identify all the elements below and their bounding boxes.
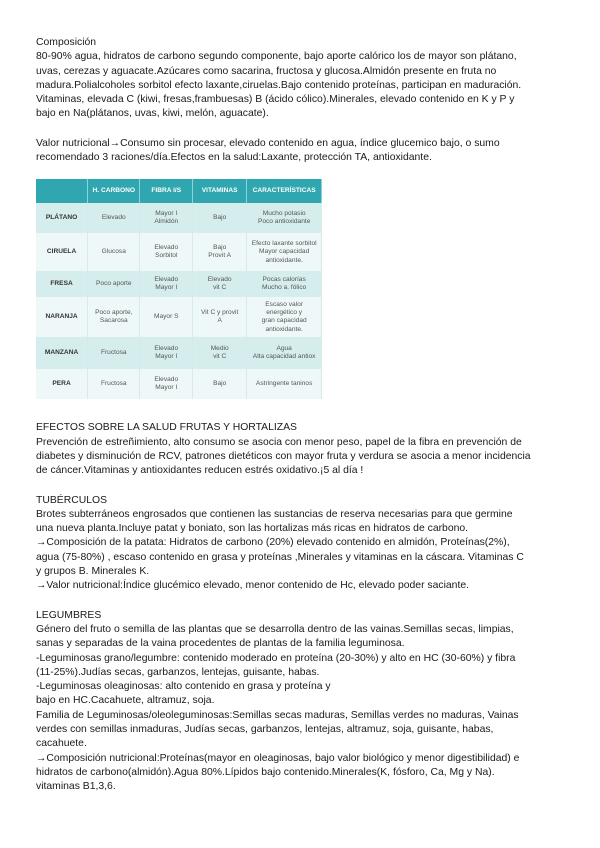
tuberculos-line: agua (75-80%) , escaso contenido en grasa y proteínas ,Minerales y vitaminas en la cáscara. Vitaminas C	[36, 551, 524, 563]
valor-line: recomendado 3 raciones/día.Efectos en la salud:Laxante, protección TA, antioxidante.	[36, 152, 432, 164]
table-header-cell	[36, 179, 88, 203]
table-cell: Bajo Provit A	[193, 233, 247, 271]
table-header-row	[36, 179, 322, 203]
table-cell: Bajo	[193, 203, 247, 233]
valor-line: Valor nutricional→Consumo sin procesar, elevado contenido en agua, índice glucemico bajo, o sumo	[36, 137, 500, 149]
table-cell: Elevado vit C	[193, 271, 247, 297]
table-cell: Elevado	[88, 203, 140, 233]
table-cell: Escaso valor energético y gran capacidad antioxidante.	[247, 297, 322, 337]
table-cell: Poco aporte	[88, 271, 140, 297]
table-cell: Fructosa	[88, 369, 140, 399]
efectos-line: de cáncer.Vitaminas y antioxidantes reducen estrés oxidativo.¡5 al día !	[36, 465, 364, 477]
fruit-table	[36, 179, 322, 399]
table-cell: Medio vit C	[193, 337, 247, 369]
table-cell: Elevado Mayor I	[140, 337, 193, 369]
legumbres-line: sanas y separadas de la vaina procedentes de plantas de la familia leguminosa.	[36, 638, 405, 650]
composicion-line: 80-90% agua, hidratos de carbono segundo componente, bajo aporte calórico los de mayor son plátano,	[36, 51, 517, 63]
table-header-cell: H. CARBONO	[88, 179, 140, 203]
legumbres-line: vitaminas B1,3,6.	[36, 781, 116, 793]
legumbres-heading: LEGUMBRES	[36, 609, 102, 621]
table-row-header: PLÁTANO	[36, 203, 88, 233]
table-cell: Poco aporte, Sacarosa	[88, 297, 140, 337]
tuberculos-line: →Valor nutricional:Índice glucémico elevado, menor contenido de Hc, elevado poder saciante.	[36, 580, 470, 592]
legumbres-line: →Composición nutricional:Proteínas(mayor en oleaginosas, bajo valor biológico y menor digestibilidad) e	[36, 752, 520, 764]
table-row	[36, 297, 322, 337]
table-row-header: PERA	[36, 369, 88, 399]
table-cell: Mayor I Almidón	[140, 203, 193, 233]
table-row-header: FRESA	[36, 271, 88, 297]
valor-section	[36, 137, 564, 166]
fruit-table-image	[36, 179, 322, 399]
table-row	[36, 203, 322, 233]
legumbres-line: cacahuete.	[36, 738, 87, 750]
table-cell: Mucho potasio Poco antioxidante	[247, 203, 322, 233]
legumbres-line: -Leguminosas oleaginosas: alto contenido en grasa y proteína y	[36, 681, 331, 693]
legumbres-line: Familia de Leguminosas/oleoleguminosas:Semillas secas maduras, Semillas verdes no maduras, Vainas	[36, 709, 519, 721]
table-cell: Glucosa	[88, 233, 140, 271]
composicion-section	[36, 36, 564, 122]
table-row-header: MANZANA	[36, 337, 88, 369]
table-cell: Efecto laxante sorbitol Mayor capacidad antioxidante.	[247, 233, 322, 271]
composicion-line: bajo en Na(plátanos, uvas, kiwi, melón, aguacate).	[36, 108, 269, 120]
table-cell: Mayor S	[140, 297, 193, 337]
table-cell: Astringente taninos	[247, 369, 322, 399]
table-cell: Agua Alta capacidad antiox	[247, 337, 322, 369]
table-row	[36, 271, 322, 297]
table-cell: Elevado Sorbitol	[140, 233, 193, 271]
legumbres-line: (11-25%).Judías secas, garbanzos, lentejas, guisante, habas.	[36, 666, 320, 678]
composicion-line: uvas, cerezas y aguacate.Azúcares como sacarina, fructosa y glucosa.Almidón presente en fruta no	[36, 65, 497, 77]
legumbres-line: -Leguminosas grano/legumbre: contenido moderado en proteína (20-30%) y alto en HC (30-60%) y fibra	[36, 652, 516, 664]
table-row-header: CIRUELA	[36, 233, 88, 271]
legumbres-line: Género del fruto o semilla de las plantas que se desarrolla dentro de las vainas.Semillas secas, limpias,	[36, 623, 514, 635]
table-cell: Fructosa	[88, 337, 140, 369]
table-cell: Pocas calorías Mucho a. fólico	[247, 271, 322, 297]
tuberculos-section	[36, 494, 564, 594]
efectos-heading: EFECTOS SOBRE LA SALUD FRUTAS Y HORTALIZAS	[36, 422, 297, 434]
table-cell: Bajo	[193, 369, 247, 399]
efectos-section	[36, 421, 564, 478]
table-header-cell: CARACTERÍSTICAS	[247, 179, 322, 203]
table-row-header: NARANJA	[36, 297, 88, 337]
tuberculos-line: y grupos B. Minerales K.	[36, 566, 150, 578]
table-row	[36, 233, 322, 271]
legumbres-line: bajo en HC.Cacahuete, altramuz, soja.	[36, 695, 215, 707]
tuberculos-line: Brotes subterráneos engrosados que contienen las sustancias de reserva necesarias para que germine	[36, 508, 513, 520]
legumbres-line: hidratos de carbono(almidón).Agua 80%.Lípidos bajo contenido.Minerales(K, fósforo, Ca, Mg y Na).	[36, 766, 495, 778]
table-cell: Elevado Mayor I	[140, 271, 193, 297]
table-row	[36, 369, 322, 399]
efectos-line: diabetes y disminución de RCV, patrones dietéticos con mayor fruta y verdura se asocia a menor incidencia	[36, 450, 531, 462]
table-row	[36, 337, 322, 369]
legumbres-section	[36, 609, 564, 795]
table-cell: Vit C y provit A	[193, 297, 247, 337]
table-body	[36, 203, 322, 399]
composicion-heading: Composición	[36, 37, 97, 48]
tuberculos-heading: TUBÉRCULOS	[36, 494, 108, 506]
legumbres-line: verdes con semillas inmaduras, Judías secas, garbanzos, lentejas, altramuz, soja, guisante, habas,	[36, 724, 494, 736]
composicion-line: madura.Polialcoholes sorbitol efecto laxante,ciruelas.Bajo contenido proteínas, participan en maduración.	[36, 79, 522, 91]
document-page	[36, 36, 564, 795]
table-header-cell: VITAMINAS	[193, 179, 247, 203]
efectos-line: Prevención de estreñimiento, alto consumo se asocia con menor peso, papel de la fibra en prevención de	[36, 436, 522, 448]
tuberculos-line: →Composición de la patata: Hidratos de carbono (20%) elevado contenido en almidón, Proteínas(2%),	[36, 537, 510, 549]
tuberculos-line: una nueva planta.Incluye patat y boniato, son las hortalizas más ricas en hidratos de carbono.	[36, 523, 469, 535]
table-header-cell: FIBRA I/S	[140, 179, 193, 203]
composicion-line: Vitaminas, elevada C (kiwi, fresas,frambuesas) B (ácido cólico).Minerales, elevado contenido en K y P y	[36, 94, 515, 106]
table-cell: Elevado Mayor I	[140, 369, 193, 399]
